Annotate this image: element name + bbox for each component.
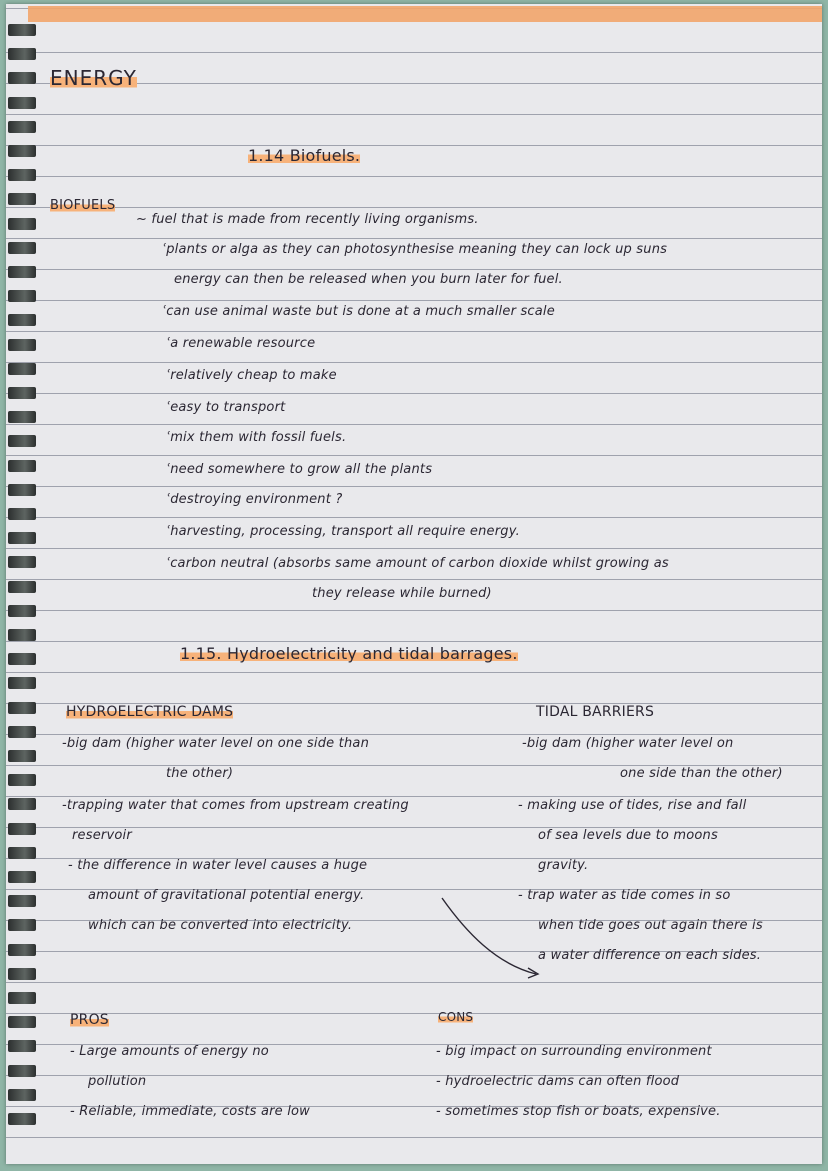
- hydro-line: the other): [166, 766, 234, 781]
- spiral-coil: [8, 556, 36, 568]
- spiral-coil: [8, 847, 36, 859]
- section-heading-biofuels: 1.14 Biofuels.: [248, 146, 361, 165]
- pros-line: pollution: [88, 1074, 147, 1089]
- spiral-coil: [8, 798, 36, 810]
- spiral-coil: [8, 363, 36, 375]
- hydro-line: -big dam (higher water level on one side than: [62, 736, 370, 751]
- spiral-coil: [8, 823, 36, 835]
- notebook-page: [6, 4, 822, 1164]
- spiral-coil: [8, 145, 36, 157]
- spiral-coil: [8, 218, 36, 230]
- section-heading-hydro: 1.15. Hydroelectricity and tidal barrages.: [180, 644, 518, 663]
- orange-top-band: [28, 6, 822, 22]
- biofuels-point: ʿeasy to transport: [166, 400, 286, 415]
- tidal-line: - trap water as tide comes in so: [518, 888, 731, 903]
- spiral-coil: [8, 435, 36, 447]
- spiral-coil: [8, 484, 36, 496]
- spiral-coil: [8, 726, 36, 738]
- tidal-line: a water difference on each sides.: [538, 948, 762, 963]
- spiral-coil: [8, 508, 36, 520]
- biofuels-point: ʿa renewable resource: [166, 336, 316, 351]
- cons-line: - sometimes stop fish or boats, expensive.: [436, 1104, 721, 1119]
- spiral-coil: [8, 24, 36, 36]
- biofuels-point: they release while burned): [312, 586, 492, 601]
- arrow-connector: [436, 892, 546, 982]
- spiral-coil: [8, 169, 36, 181]
- biofuels-point: ʿneed somewhere to grow all the plants: [166, 462, 433, 477]
- spiral-coil: [8, 968, 36, 980]
- spiral-coil: [8, 605, 36, 617]
- biofuels-point: ʿmix them with fossil fuels.: [166, 430, 347, 445]
- tidal-line: one side than the other): [620, 766, 783, 781]
- spiral-coil: [8, 290, 36, 302]
- pros-line: - Reliable, immediate, costs are low: [70, 1104, 311, 1119]
- spiral-coil: [8, 266, 36, 278]
- hydro-line: reservoir: [72, 828, 132, 843]
- biofuels-point: energy can then be released when you burn later for fuel.: [174, 272, 563, 287]
- spiral-coil: [8, 871, 36, 883]
- hydro-line: -trapping water that comes from upstream creating: [62, 798, 409, 813]
- tidal-line: - making use of tides, rise and fall: [518, 798, 747, 813]
- biofuels-point: ʿrelatively cheap to make: [166, 368, 337, 383]
- spiral-coil: [8, 1040, 36, 1052]
- spiral-coil: [8, 677, 36, 689]
- spiral-coil: [8, 1089, 36, 1101]
- spiral-coil: [8, 242, 36, 254]
- pros-line: - Large amounts of energy no: [70, 1044, 269, 1059]
- biofuels-definition: ~ fuel that is made from recently living organisms.: [136, 212, 479, 227]
- spiral-coil: [8, 629, 36, 641]
- spiral-coil: [8, 1016, 36, 1028]
- hydro-line: - the difference in water level causes a huge: [68, 858, 368, 873]
- biofuels-point: ʿcan use animal waste but is done at a much smaller scale: [162, 304, 555, 319]
- spiral-coil: [8, 48, 36, 60]
- spiral-coil: [8, 919, 36, 931]
- cons-heading: CONS: [438, 1010, 474, 1024]
- spiral-coil: [8, 411, 36, 423]
- hydro-line: which can be converted into electricity.: [88, 918, 353, 933]
- spiral-coil: [8, 581, 36, 593]
- spiral-coil: [8, 97, 36, 109]
- spiral-coil: [8, 750, 36, 762]
- spiral-coil: [8, 339, 36, 351]
- spiral-coil: [8, 653, 36, 665]
- spiral-coil: [8, 1065, 36, 1077]
- spiral-coil: [8, 992, 36, 1004]
- pros-heading: PROS: [70, 1012, 109, 1028]
- cons-line: - big impact on surrounding environment: [436, 1044, 712, 1059]
- spiral-coil: [8, 193, 36, 205]
- spiral-coil: [8, 1113, 36, 1125]
- spiral-coil: [8, 314, 36, 326]
- biofuels-point: ʿdestroying environment ?: [166, 492, 343, 507]
- page-title: ENERGY: [50, 66, 137, 90]
- spiral-coil: [8, 702, 36, 714]
- spiral-binding: [6, 24, 40, 1144]
- hydro-line: amount of gravitational potential energy.: [88, 888, 365, 903]
- biofuels-point: ʿplants or alga as they can photosynthesise meaning they can lock up suns: [162, 242, 668, 257]
- spiral-coil: [8, 895, 36, 907]
- spiral-coil: [8, 460, 36, 472]
- spiral-coil: [8, 72, 36, 84]
- spiral-coil: [8, 944, 36, 956]
- tidal-line: when tide goes out again there is: [538, 918, 763, 933]
- tidal-line: gravity.: [538, 858, 589, 873]
- tidal-heading: TIDAL BARRIERS: [536, 704, 655, 720]
- cons-line: - hydroelectric dams can often flood: [436, 1074, 680, 1089]
- biofuels-point: ʿharvesting, processing, transport all require energy.: [166, 524, 520, 539]
- spiral-coil: [8, 532, 36, 544]
- biofuels-term: BIOFUELS: [50, 198, 116, 213]
- spiral-coil: [8, 121, 36, 133]
- tidal-line: -big dam (higher water level on: [522, 736, 734, 751]
- spiral-coil: [8, 387, 36, 399]
- biofuels-point: ʿcarbon neutral (absorbs same amount of carbon dioxide whilst growing as: [166, 556, 669, 571]
- tidal-line: of sea levels due to moons: [538, 828, 718, 843]
- hydro-heading: HYDROELECTRIC DAMS: [66, 704, 234, 720]
- spiral-coil: [8, 774, 36, 786]
